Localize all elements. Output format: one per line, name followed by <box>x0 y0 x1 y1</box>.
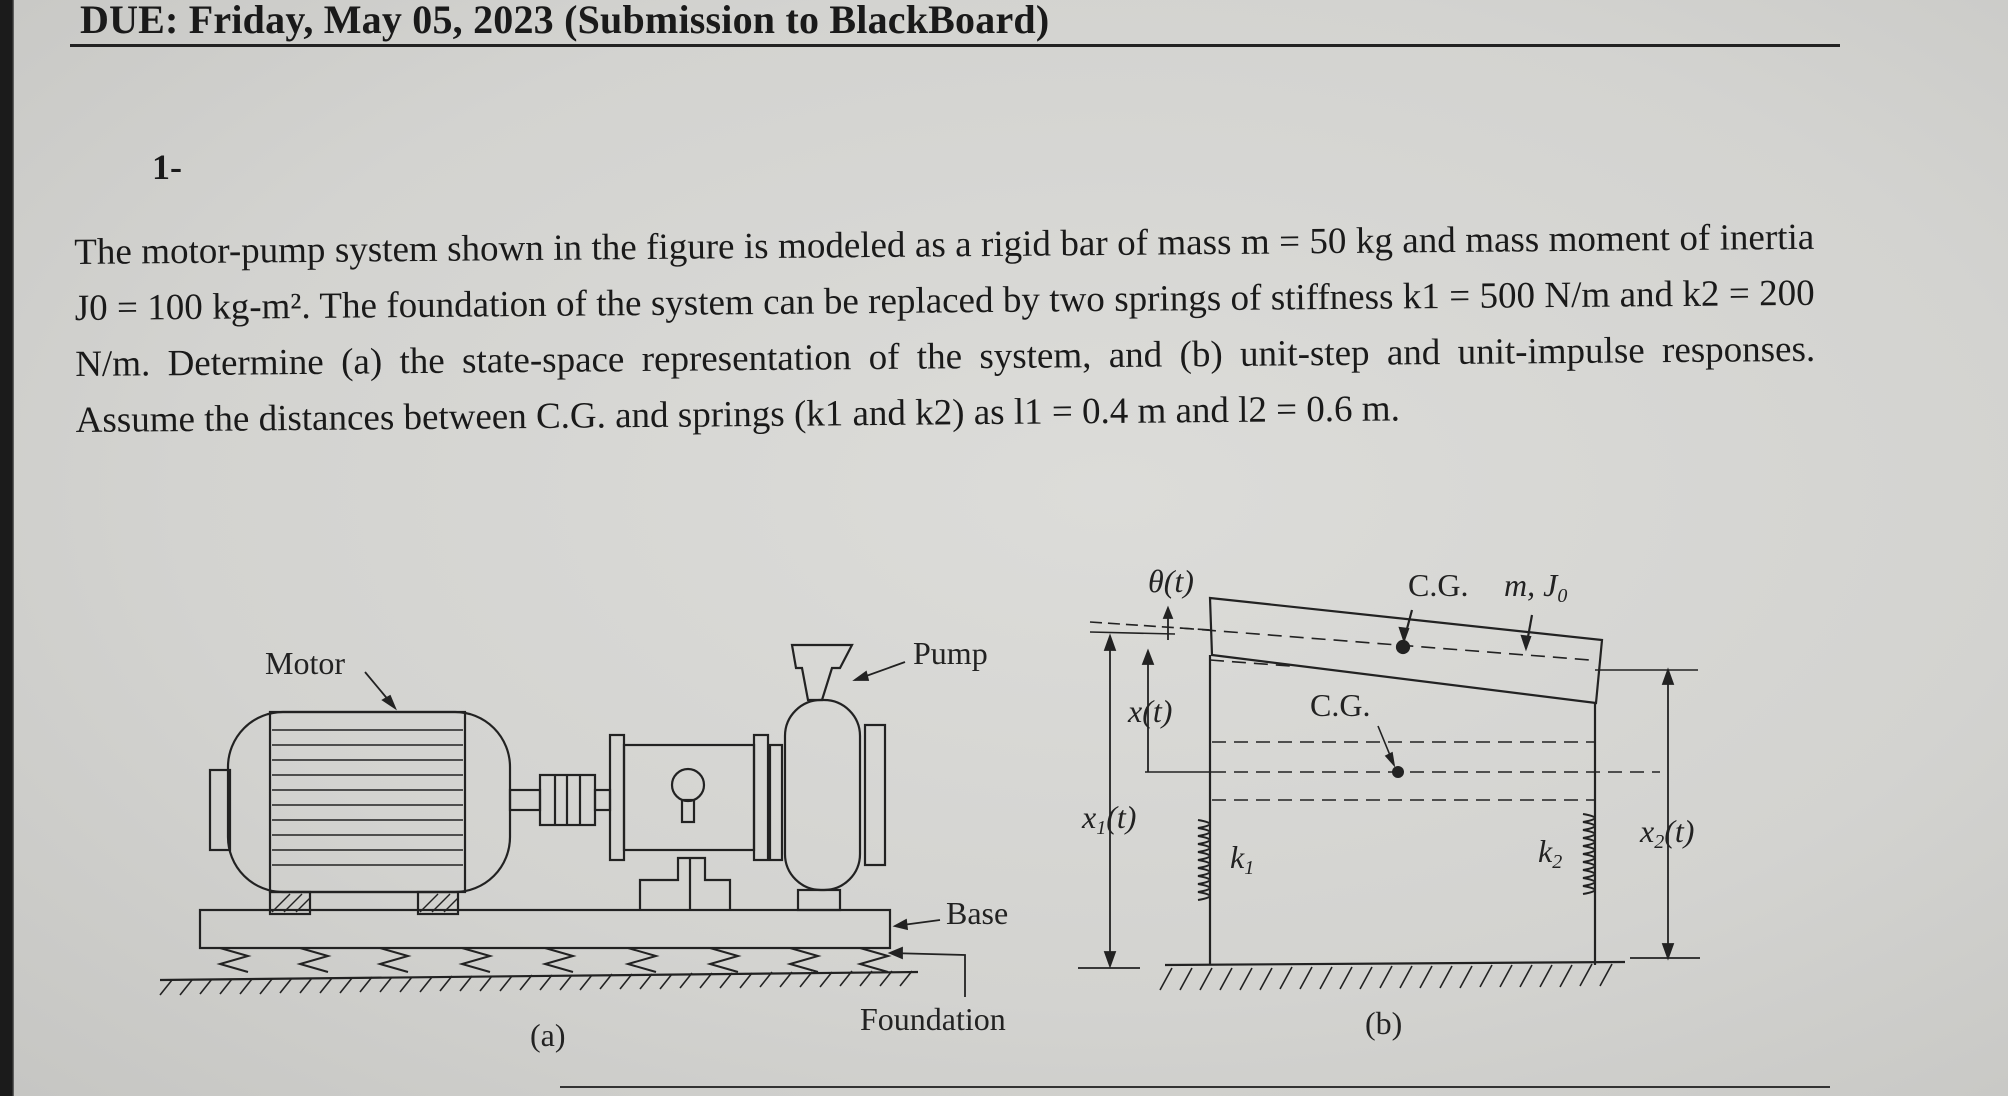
question-number: 1- <box>152 147 182 187</box>
spring-k2 <box>1583 800 1595 904</box>
reference-lines <box>1090 622 1698 800</box>
base-drawing <box>200 910 890 948</box>
problem-text: The motor-pump system shown in the figure is modeled as a rigid bar of mass m = 50 kg and mass moment of inertia J0 = 100 kg-m². The foundation of the system can be replaced by two springs of stiffness k1 = 500 N/m and k2 = 200 N/m. Determine (a) the state-space representation of the system, and (b) unit-step and unit-impulse responses. Assume the distances between C.G. and springs (k1 and k2) as l1 = 0.4 m and l2 = 0.6 m. <box>74 216 1816 441</box>
due-date-header: DUE: Friday, May 05, 2023 (Submission to BlackBoard) <box>80 0 1050 42</box>
dimension-arrows <box>1078 608 1700 968</box>
ground-hatch-a <box>160 971 918 995</box>
foundation-label: Foundation <box>860 1001 1006 1037</box>
base-label: Base <box>946 895 1009 931</box>
pump-label: Pump <box>913 635 988 671</box>
k1-label: k1 <box>1230 839 1255 879</box>
k2-label: k2 <box>1538 833 1563 873</box>
pump-drawing <box>640 645 885 910</box>
ground-hatch-b <box>1160 962 1625 990</box>
cg-mid-label: C.G. <box>1310 687 1371 723</box>
problem-statement <box>74 210 1816 449</box>
spring-k1 <box>1198 800 1210 912</box>
x1-label: x1(t) <box>1082 799 1137 839</box>
coupling-drawing <box>510 735 768 860</box>
motor-pump-figure <box>0 540 1800 1096</box>
figure-b-caption: (b) <box>1365 1005 1403 1041</box>
vertical-frame <box>1210 655 1595 965</box>
header-rule <box>70 44 1840 47</box>
foundation-springs <box>220 948 888 972</box>
figure-a-caption: (a) <box>530 1017 566 1053</box>
theta-label: θ(t) <box>1148 563 1194 599</box>
motor-drawing <box>210 712 510 914</box>
rigid-bar-tilted <box>1180 598 1602 703</box>
footer-rule <box>560 1086 1830 1088</box>
x2-label: x2(t) <box>1640 813 1695 853</box>
motor-label: Motor <box>265 645 345 681</box>
x-of-t-label: x(t) <box>1128 693 1173 729</box>
mass-inertia-label: m, J0 <box>1504 567 1568 607</box>
cg-top-label: C.G. <box>1408 567 1469 603</box>
